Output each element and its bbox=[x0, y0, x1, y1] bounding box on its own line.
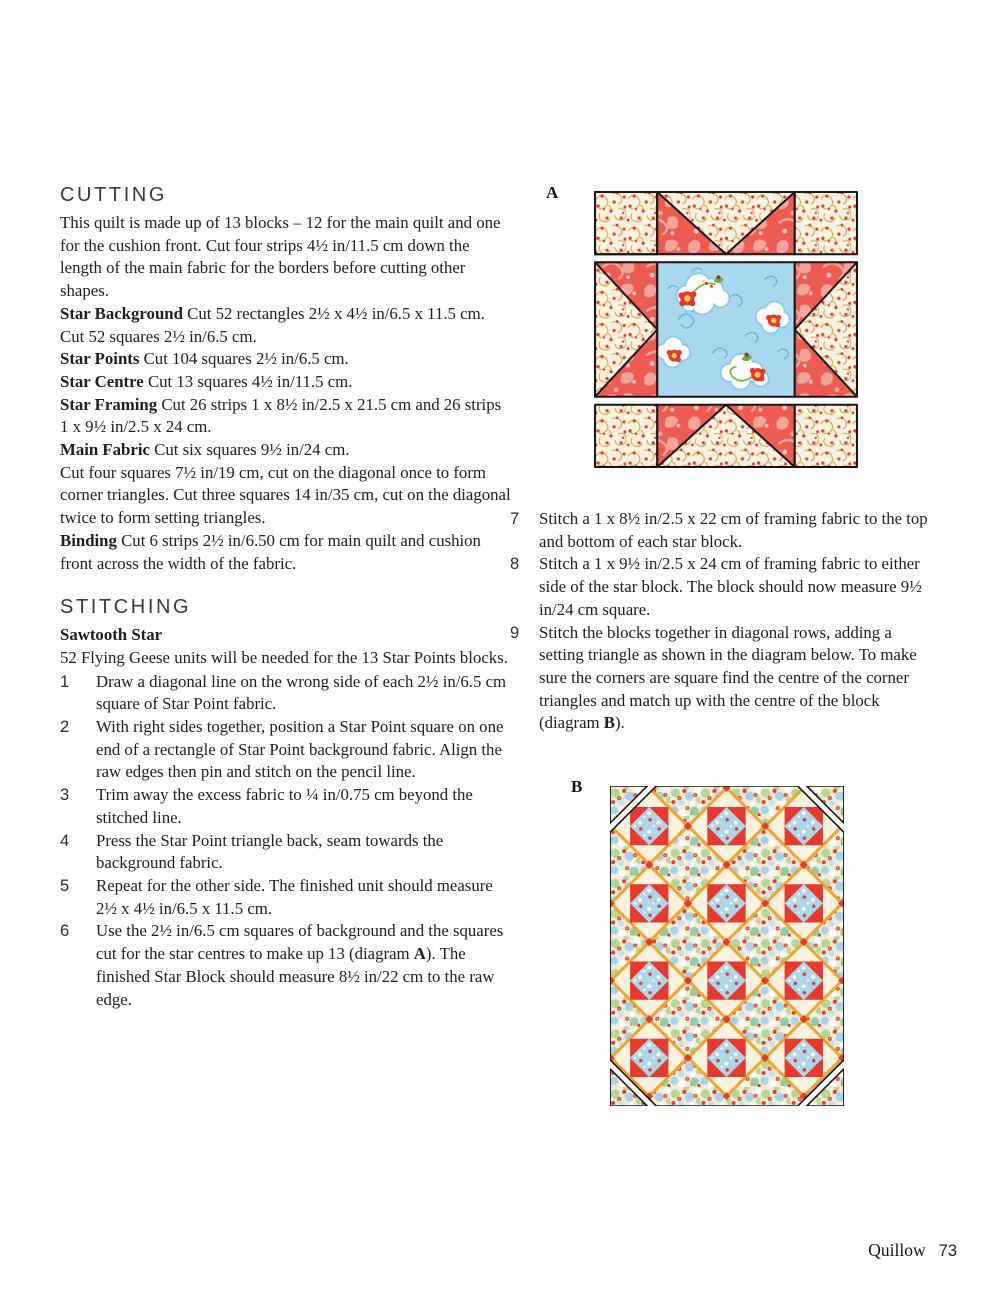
stitching-heading: STITCHING bbox=[60, 596, 192, 619]
cutting-paragraph: Binding Cut 6 strips 2½ in/6.50 cm for main quilt and cushion front across the width of the fabric. bbox=[60, 530, 481, 573]
step-text: Repeat for the other side. The finished unit should measure 2½ x 4½ in/6.5 x 11.5 cm. bbox=[96, 875, 493, 918]
cutting-paragraph: Star Background Cut 52 rectangles 2½ x 4½ in/6.5 x 11.5 cm. Cut 52 squares 2½ in/6.5 cm. bbox=[60, 303, 485, 346]
star-block-bottom-row bbox=[595, 405, 857, 467]
step-number: 8 bbox=[510, 555, 520, 574]
cutting-heading: CUTTING bbox=[60, 184, 168, 206]
step-number: 9 bbox=[510, 623, 520, 642]
right-column bbox=[510, 507, 938, 735]
footer-page-number: 73 bbox=[938, 1242, 957, 1260]
step-text: Trim away the excess fabric to ¼ in/0.75 cm beyond the stitched line. bbox=[96, 785, 473, 827]
stitching-step bbox=[60, 784, 512, 829]
stitching-step bbox=[510, 622, 938, 736]
cutting-paragraph: Star Centre Cut 13 squares 4½ in/11.5 cm. bbox=[60, 371, 353, 391]
step-number: 1 bbox=[60, 672, 70, 691]
cutting-paragraph: Main Fabric Cut six squares 9½ in/24 cm. bbox=[60, 440, 350, 460]
diagram-a-star-block bbox=[594, 191, 858, 470]
step-number: 7 bbox=[510, 510, 520, 528]
page-footer bbox=[868, 1240, 957, 1261]
step-number: 3 bbox=[60, 786, 70, 805]
left-column bbox=[60, 184, 512, 1011]
step-number: 6 bbox=[60, 922, 70, 941]
star-centre-square bbox=[655, 262, 795, 396]
steps-list-left bbox=[60, 671, 512, 1012]
diagram-b-label: B bbox=[571, 777, 583, 796]
stitching-intro: 52 Flying Geese units will be needed for the 13 Star Points blocks. bbox=[60, 647, 508, 667]
cutting-paragraph: Star Framing Cut 26 strips 1 x 8½ in/2.5 x 21.5 cm and 26 strips 1 x 9½ in/2.5 x 24 cm. bbox=[60, 394, 502, 437]
stitching-step bbox=[510, 508, 938, 553]
step-number: 2 bbox=[60, 718, 70, 737]
step-text: Stitch a 1 x 9½ in/2.5 x 24 cm of framing fabric to either side of the star block. The block should now measure 9½ in/24 cm square. bbox=[539, 554, 922, 619]
stitching-subheading: Sawtooth Star bbox=[60, 625, 163, 645]
step-number: 4 bbox=[60, 831, 70, 850]
steps-list-right bbox=[510, 508, 938, 735]
stitching-step bbox=[510, 553, 938, 621]
stitching-step bbox=[60, 716, 512, 784]
cutting-paragraph: Cut four squares 7½ in/19 cm, cut on the diagonal once to form corner triangles. Cut three squares 14 in/35 cm, cut on the diagonal twice to form setting triangles. bbox=[60, 462, 511, 528]
stitching-step bbox=[60, 830, 512, 875]
stitching-step bbox=[60, 671, 512, 716]
star-block-top-row bbox=[595, 192, 857, 254]
diagram-b-quilt-layout bbox=[610, 786, 844, 1106]
cutting-paragraphs bbox=[60, 212, 512, 575]
step-text: Use the 2½ in/6.5 cm squares of background and the squares cut for the star centres to make up 13 (diagram A). The finished Star Block should measure 8½ in/22 cm to the raw edge. bbox=[96, 921, 504, 1009]
step-text: Stitch a 1 x 8½ in/2.5 x 22 cm of framing fabric to the top and bottom of each star block. bbox=[539, 509, 928, 551]
stitching-step bbox=[60, 920, 512, 1011]
step-text: With right sides together, position a Star Point square on one end of a rectangle of Star Point background fabric. Align the raw edges then pin and stitch on the pencil line. bbox=[96, 717, 504, 782]
step-text: Stitch the blocks together in diagonal rows, adding a setting triangle as shown in the diagram below. To make sure the corners are square find the centre of the corner triangles and match up with the centre of the block (diagram B). bbox=[539, 622, 917, 733]
quilt-body bbox=[610, 786, 844, 1106]
cutting-paragraph: Star Points Cut 104 squares 2½ in/6.5 cm. bbox=[60, 349, 349, 369]
step-number: 5 bbox=[60, 876, 70, 895]
cutting-paragraph: This quilt is made up of 13 blocks – 12 for the main quilt and one for the cushion front. Cut four strips 4½ in/11.5 cm down the length of the main fabric for the borders before cutting other shapes. bbox=[60, 213, 501, 301]
star-block-middle-row bbox=[595, 262, 857, 396]
step-text: Draw a diagonal line on the wrong side of each 2½ in/6.5 cm square of Star Point fabric. bbox=[96, 671, 507, 714]
stitching-step bbox=[60, 875, 512, 920]
footer-book-title: Quillow bbox=[868, 1240, 926, 1260]
diagram-a-label: A bbox=[546, 183, 559, 202]
step-text: Press the Star Point triangle back, seam towards the background fabric. bbox=[96, 830, 444, 873]
